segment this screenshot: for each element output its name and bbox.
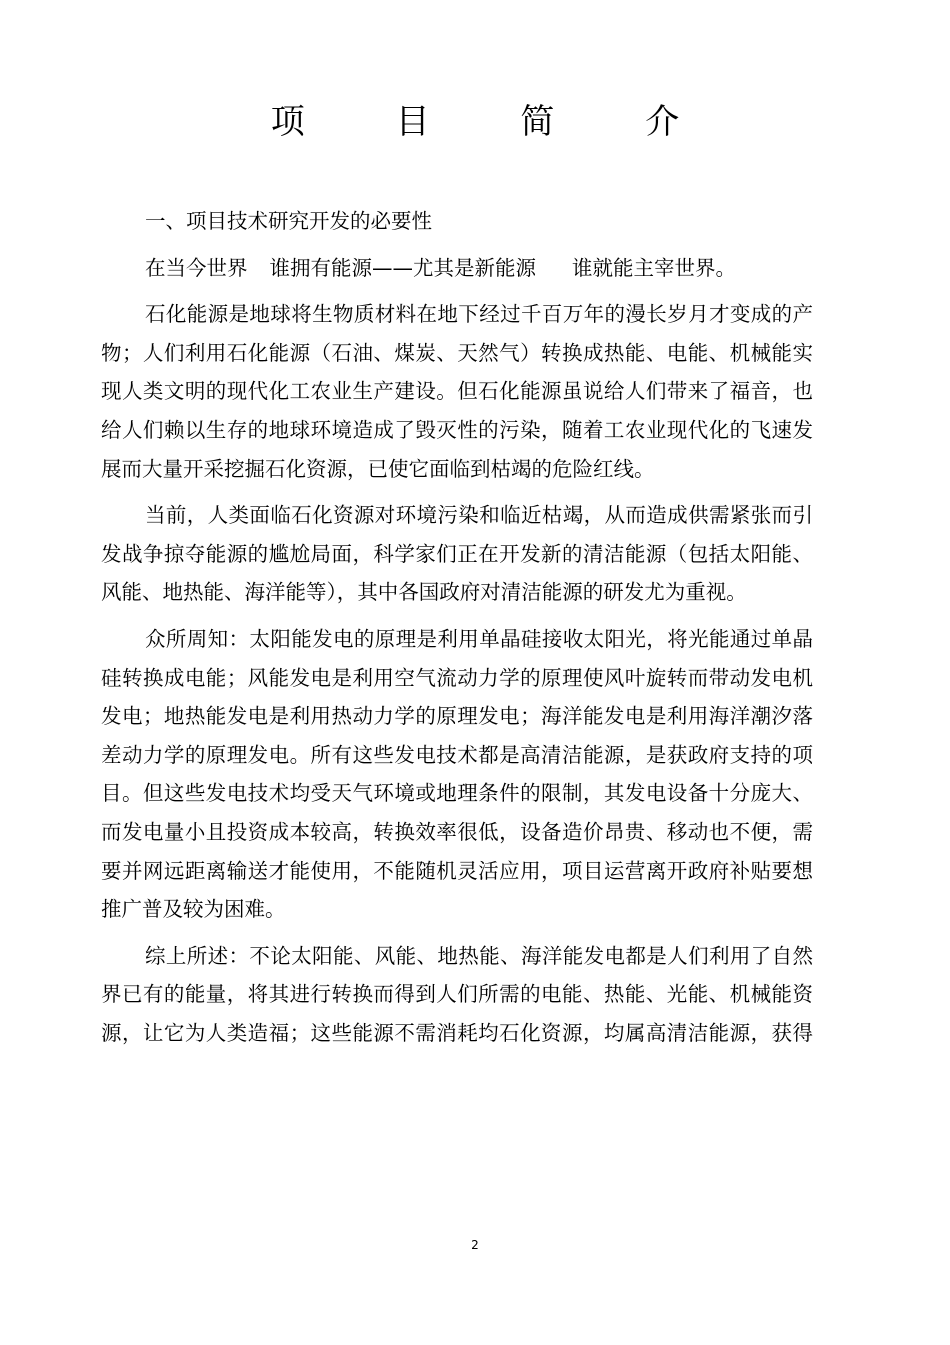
document-body (101, 202, 813, 1052)
section-heading: 一、项目技术研究开发的必要性 (145, 209, 432, 233)
paragraph-line: 当前，人类面临石化资源对环境污染和临近枯竭，从而造成供需紧张而引 (145, 503, 813, 528)
page-number: 2 (471, 1238, 479, 1252)
paragraph-line: 推广普及较为困难。 (101, 897, 286, 922)
paragraph-line: 而发电量小且投资成本较高，转换效率很低，设备造价昂贵、移动也不便，需 (101, 819, 813, 844)
slogan-part-2: 谁拥有能源——尤其是新能源 (269, 255, 536, 280)
paragraph-line: 石化能源是地球将生物质材料在地下经过千百万年的漫长岁月才变成的产 (145, 302, 813, 327)
paragraph-line: 硅转换成电能；风能发电是利用空气流动力学的原理使风叶旋转而带动发电机 (101, 665, 813, 690)
paragraph-line: 众所周知：太阳能发电的原理是利用单晶硅接收太阳光，将光能通过单晶 (145, 626, 813, 651)
slogan-part-1: 在当今世界 (145, 255, 248, 280)
paragraph-line: 综上所述：不论太阳能、风能、地热能、海洋能发电都是人们利用了自然 (145, 943, 813, 968)
slogan-part-3: 谁就能主宰世界。 (572, 255, 736, 280)
slogan-line (101, 249, 813, 288)
paragraph-line: 展而大量开采挖掘石化资源，已使它面临到枯竭的危险红线。 (101, 456, 655, 481)
paragraph-summary (101, 937, 813, 1053)
paragraph-line: 差动力学的原理发电。所有这些发电技术都是高清洁能源，是获政府支持的项 (101, 742, 813, 767)
paragraph-line: 源，让它为人类造福；这些能源不需消耗均石化资源，均属高清洁能源，获得 (101, 1020, 813, 1045)
paragraph-line: 现人类文明的现代化工农业生产建设。但石化能源虽说给人们带来了福音，也 (101, 379, 813, 404)
paragraph-fossil-energy (101, 295, 813, 488)
paragraph-line: 给人们赖以生存的地球环境造成了毁灭性的污染，随着工农业现代化的飞速发 (101, 417, 813, 442)
paragraph-current-situation (101, 496, 813, 612)
paragraph-line: 要并网远距离输送才能使用，不能随机灵活应用，项目运营离开政府补贴要想 (101, 858, 813, 883)
paragraph-renewable-principles (101, 620, 813, 929)
paragraph-line: 风能、地热能、海洋能等），其中各国政府对清洁能源的研发尤为重视。 (101, 580, 747, 605)
paragraph-line: 界已有的能量，将其进行转换而得到人们所需的电能、热能、光能、机械能资 (101, 982, 813, 1007)
paragraph-line: 发电；地热能发电是利用热动力学的原理发电；海洋能发电是利用海洋潮汐落 (101, 704, 813, 729)
paragraph-line: 物；人们利用石化能源（石油、煤炭、天然气）转换成热能、电能、机械能实 (101, 340, 813, 365)
paragraph-line: 目。但这些发电技术均受天气环境或地理条件的限制，其发电设备十分庞大、 (101, 781, 813, 806)
page-title: 项 目 简 介 (270, 102, 720, 142)
paragraph-line: 发战争掠夺能源的尴尬局面，科学家们正在开发新的清洁能源（包括太阳能、 (101, 541, 813, 566)
